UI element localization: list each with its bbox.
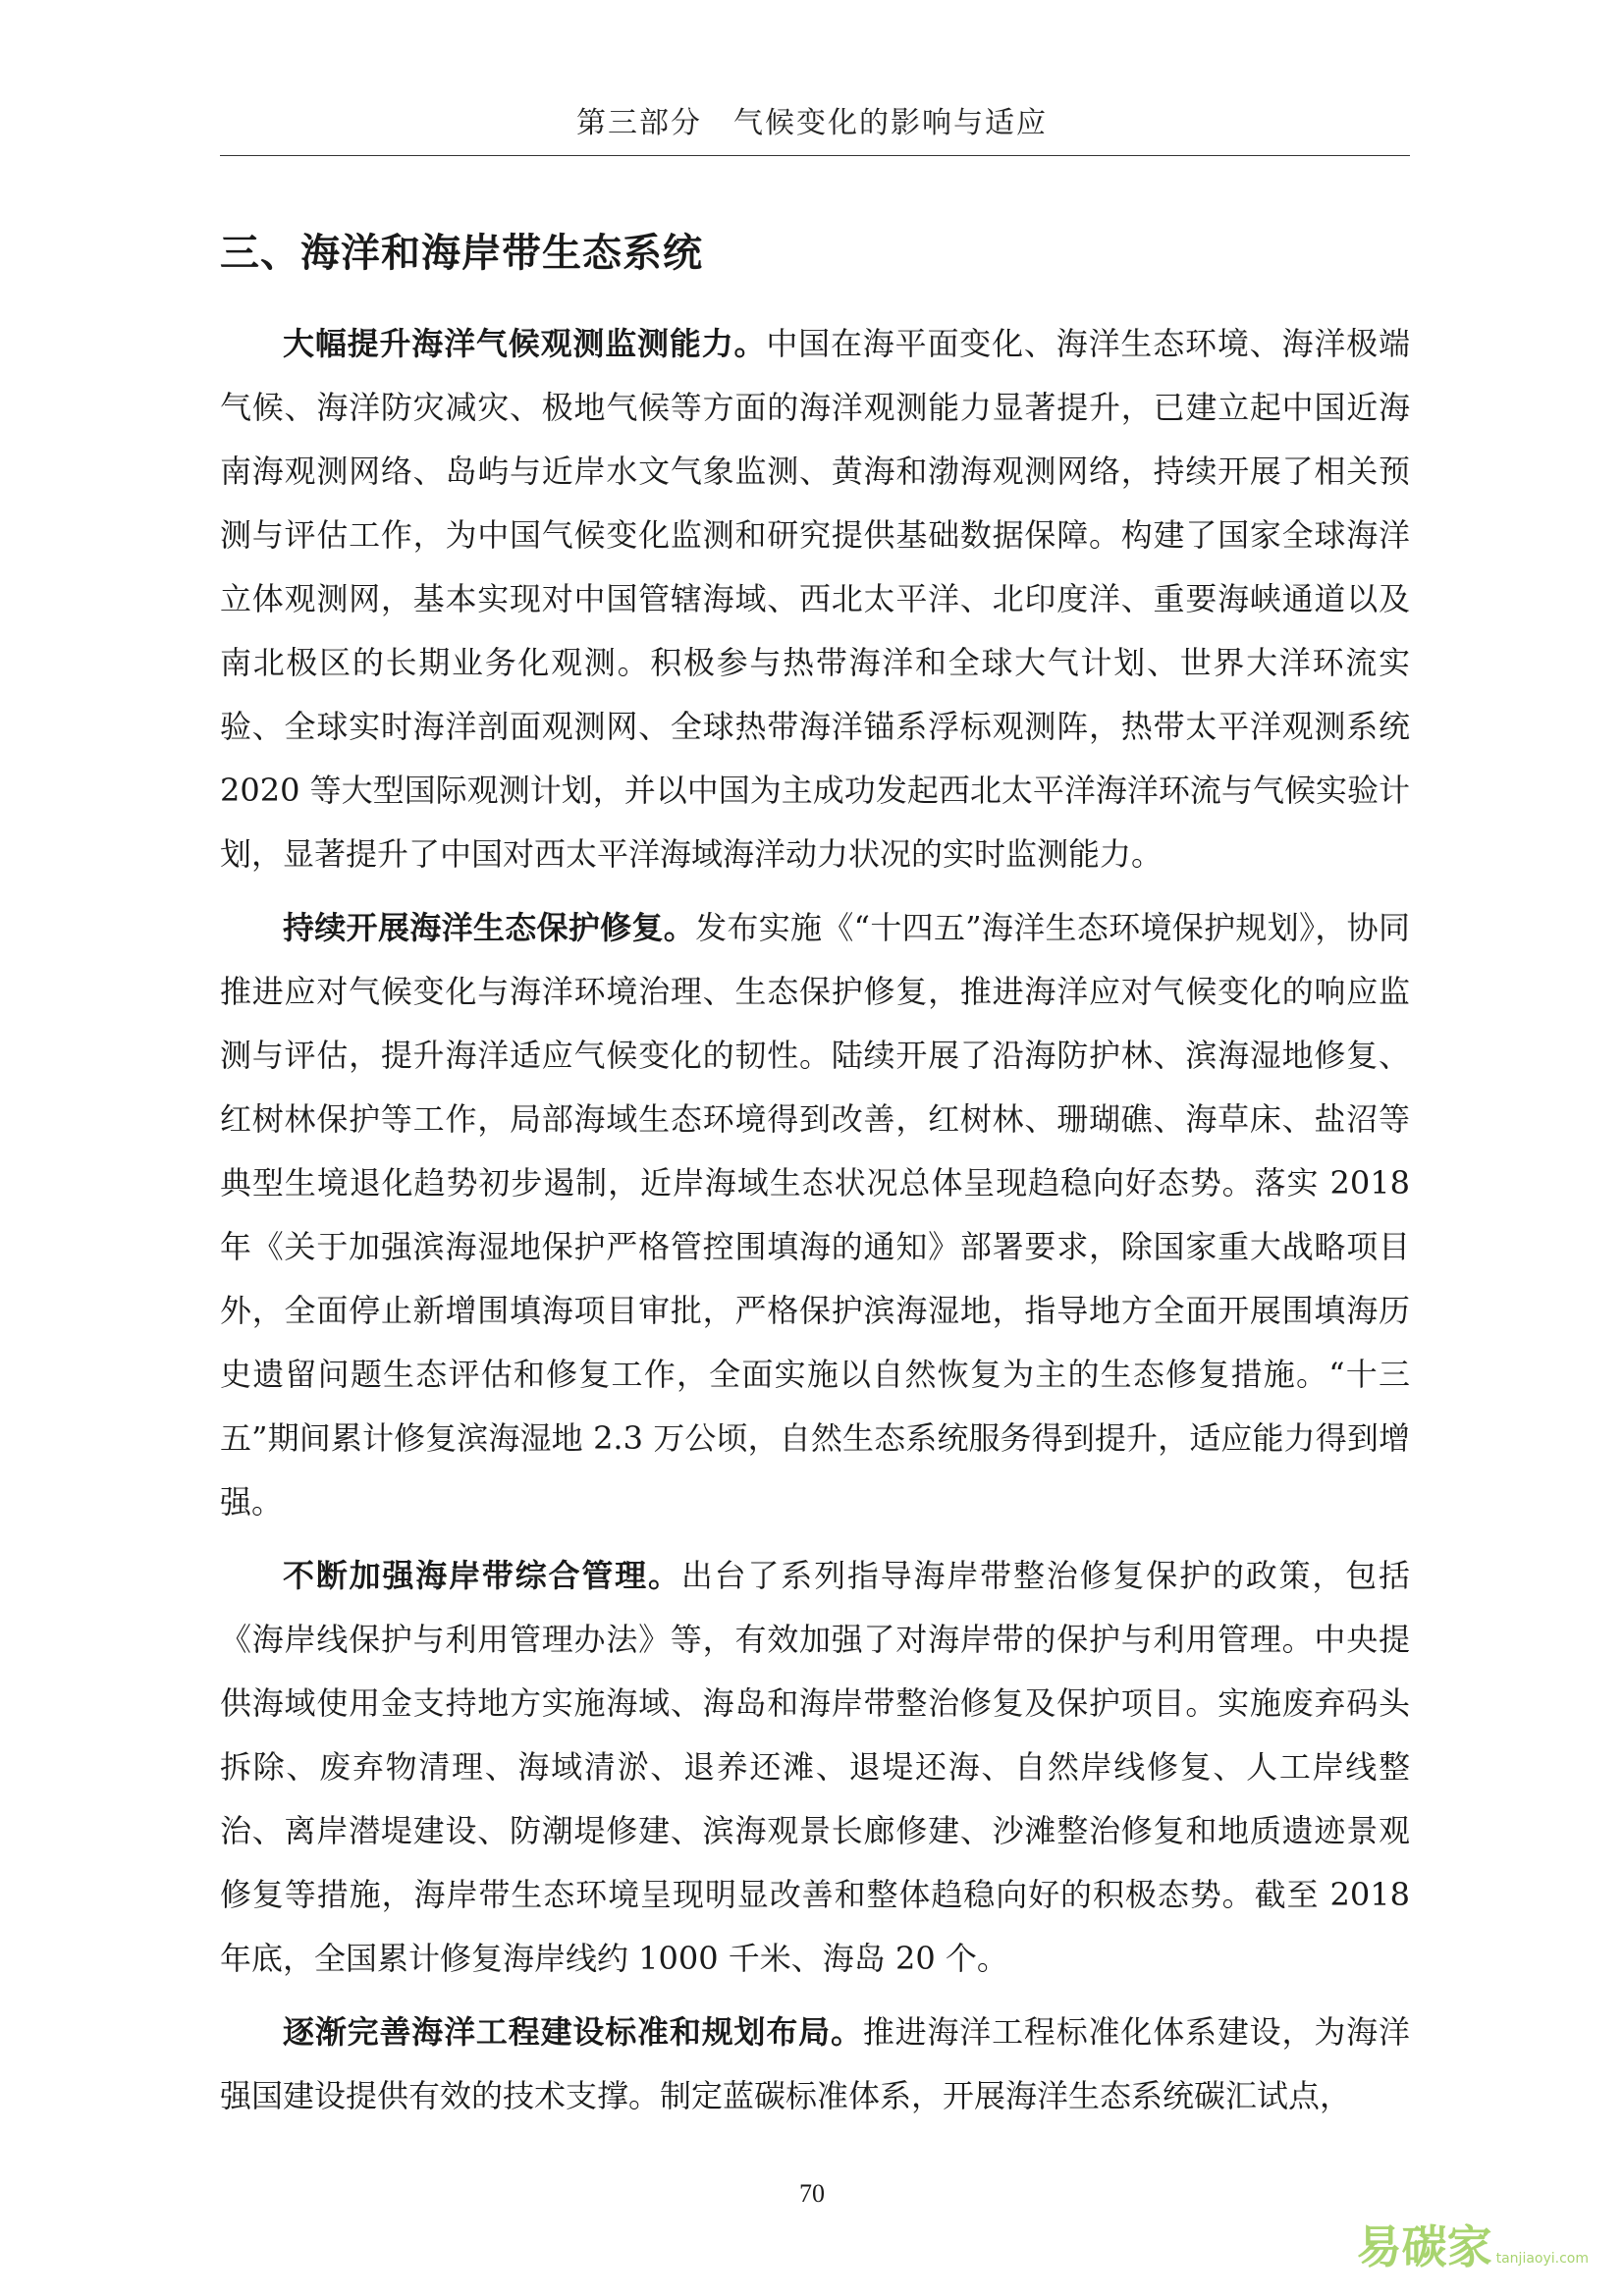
watermark-logo: [1357, 2212, 1589, 2276]
section-title: 三、海洋和海岸带生态系统: [220, 231, 703, 276]
paragraph-lead: 逐渐完善海洋工程建设标准和规划布局。: [283, 2013, 863, 2051]
header-divider: [220, 155, 1410, 156]
running-header: 第三部分 气候变化的影响与适应: [576, 106, 1048, 140]
paragraph-body: 出台了系列指导海岸带整治修复保护的政策，包括《海岸线保护与利用管理办法》等，有效加强了对海岸带的保护与利用管理。中央提供海域使用金支持地方实施海域、海岛和海岸带整治修复及保护项目。实施废弃码头拆除、废弃物清理、海域清淤、退养还滩、退堤还海、自然岸线修复、人工岸线整治、离岸潜堤建设、防潮堤修建、滨海观景长廊修建、沙滩整治修复和地质遗迹景观修复等措施，海岸带生态环境呈现明显改善和整体趋稳向好的积极态势。截至 2018 年底，全国累计修复海岸线约 1000 千米、海岛 20 个。: [220, 1557, 1410, 1977]
page-number: 70: [799, 2179, 825, 2208]
paragraph-lead: 持续开展海洋生态保护修复。: [283, 909, 696, 946]
paragraph-coastal-management: [220, 1544, 1410, 1991]
paragraph-lead: 不断加强海岸带综合管理。: [283, 1557, 681, 1594]
body-text: [220, 312, 1410, 2138]
paragraph-body: 发布实施《“十四五”海洋生态环境保护规划》，协同推进应对气候变化与海洋环境治理、生态保护修复，推进海洋应对气候变化的响应监测与评估，提升海洋适应气候变化的韧性。陆续开展了沿海防护林、滨海湿地修复、红树林保护等工作，局部海域生态环境得到改善，红树林、珊瑚礁、海草床、盐沼等典型生境退化趋势初步遏制，近岸海域生态状况总体呈现趋稳向好态势。落实 2018 年《关于加强滨海湿地保护严格管控围填海的通知》部署要求，除国家重大战略项目外，全面停止新增围填海项目审批，严格保护滨海湿地，指导地方全面开展围填海历史遗留问题生态评估和修复工作，全面实施以自然恢复为主的生态修复措施。“十三五”期间累计修复滨海湿地 2.3 万公顷，自然生态系统服务得到提升，适应能力得到增强。: [220, 909, 1410, 1521]
paragraph-lead: 大幅提升海洋气候观测监测能力。: [283, 325, 767, 362]
paragraph-ecological-restoration: [220, 896, 1410, 1534]
paragraph-ocean-observation: [220, 312, 1410, 886]
paragraph-body: 中国在海平面变化、海洋生态环境、海洋极端气候、海洋防灾减灾、极地气候等方面的海洋观测能力显著提升，已建立起中国近海南海观测网络、岛屿与近岸水文气象监测、黄海和渤海观测网络，持续开展了相关预测与评估工作，为中国气候变化监测和研究提供基础数据保障。构建了国家全球海洋立体观测网，基本实现对中国管辖海域、西北太平洋、北印度洋、重要海峡通道以及南北极区的长期业务化观测。积极参与热带海洋和全球大气计划、世界大洋环流实验、全球实时海洋剖面观测网、全球热带海洋锚系浮标观测阵，热带太平洋观测系统 2020 等大型国际观测计划，并以中国为主成功发起西北太平洋海洋环流与气候实验计划，显著提升了中国对西太平洋海域海洋动力状况的实时监测能力。: [220, 325, 1410, 873]
watermark-url: tanjiaoyi.com: [1495, 2251, 1589, 2267]
watermark-text: 易碳家: [1356, 2220, 1492, 2273]
paragraph-body: 推进海洋工程标准化体系建设，为海洋强国建设提供有效的技术支撑。制定蓝碳标准体系，开展海洋生态系统碳汇试点，: [220, 2013, 1410, 2114]
paragraph-engineering-standards: [220, 2001, 1410, 2128]
